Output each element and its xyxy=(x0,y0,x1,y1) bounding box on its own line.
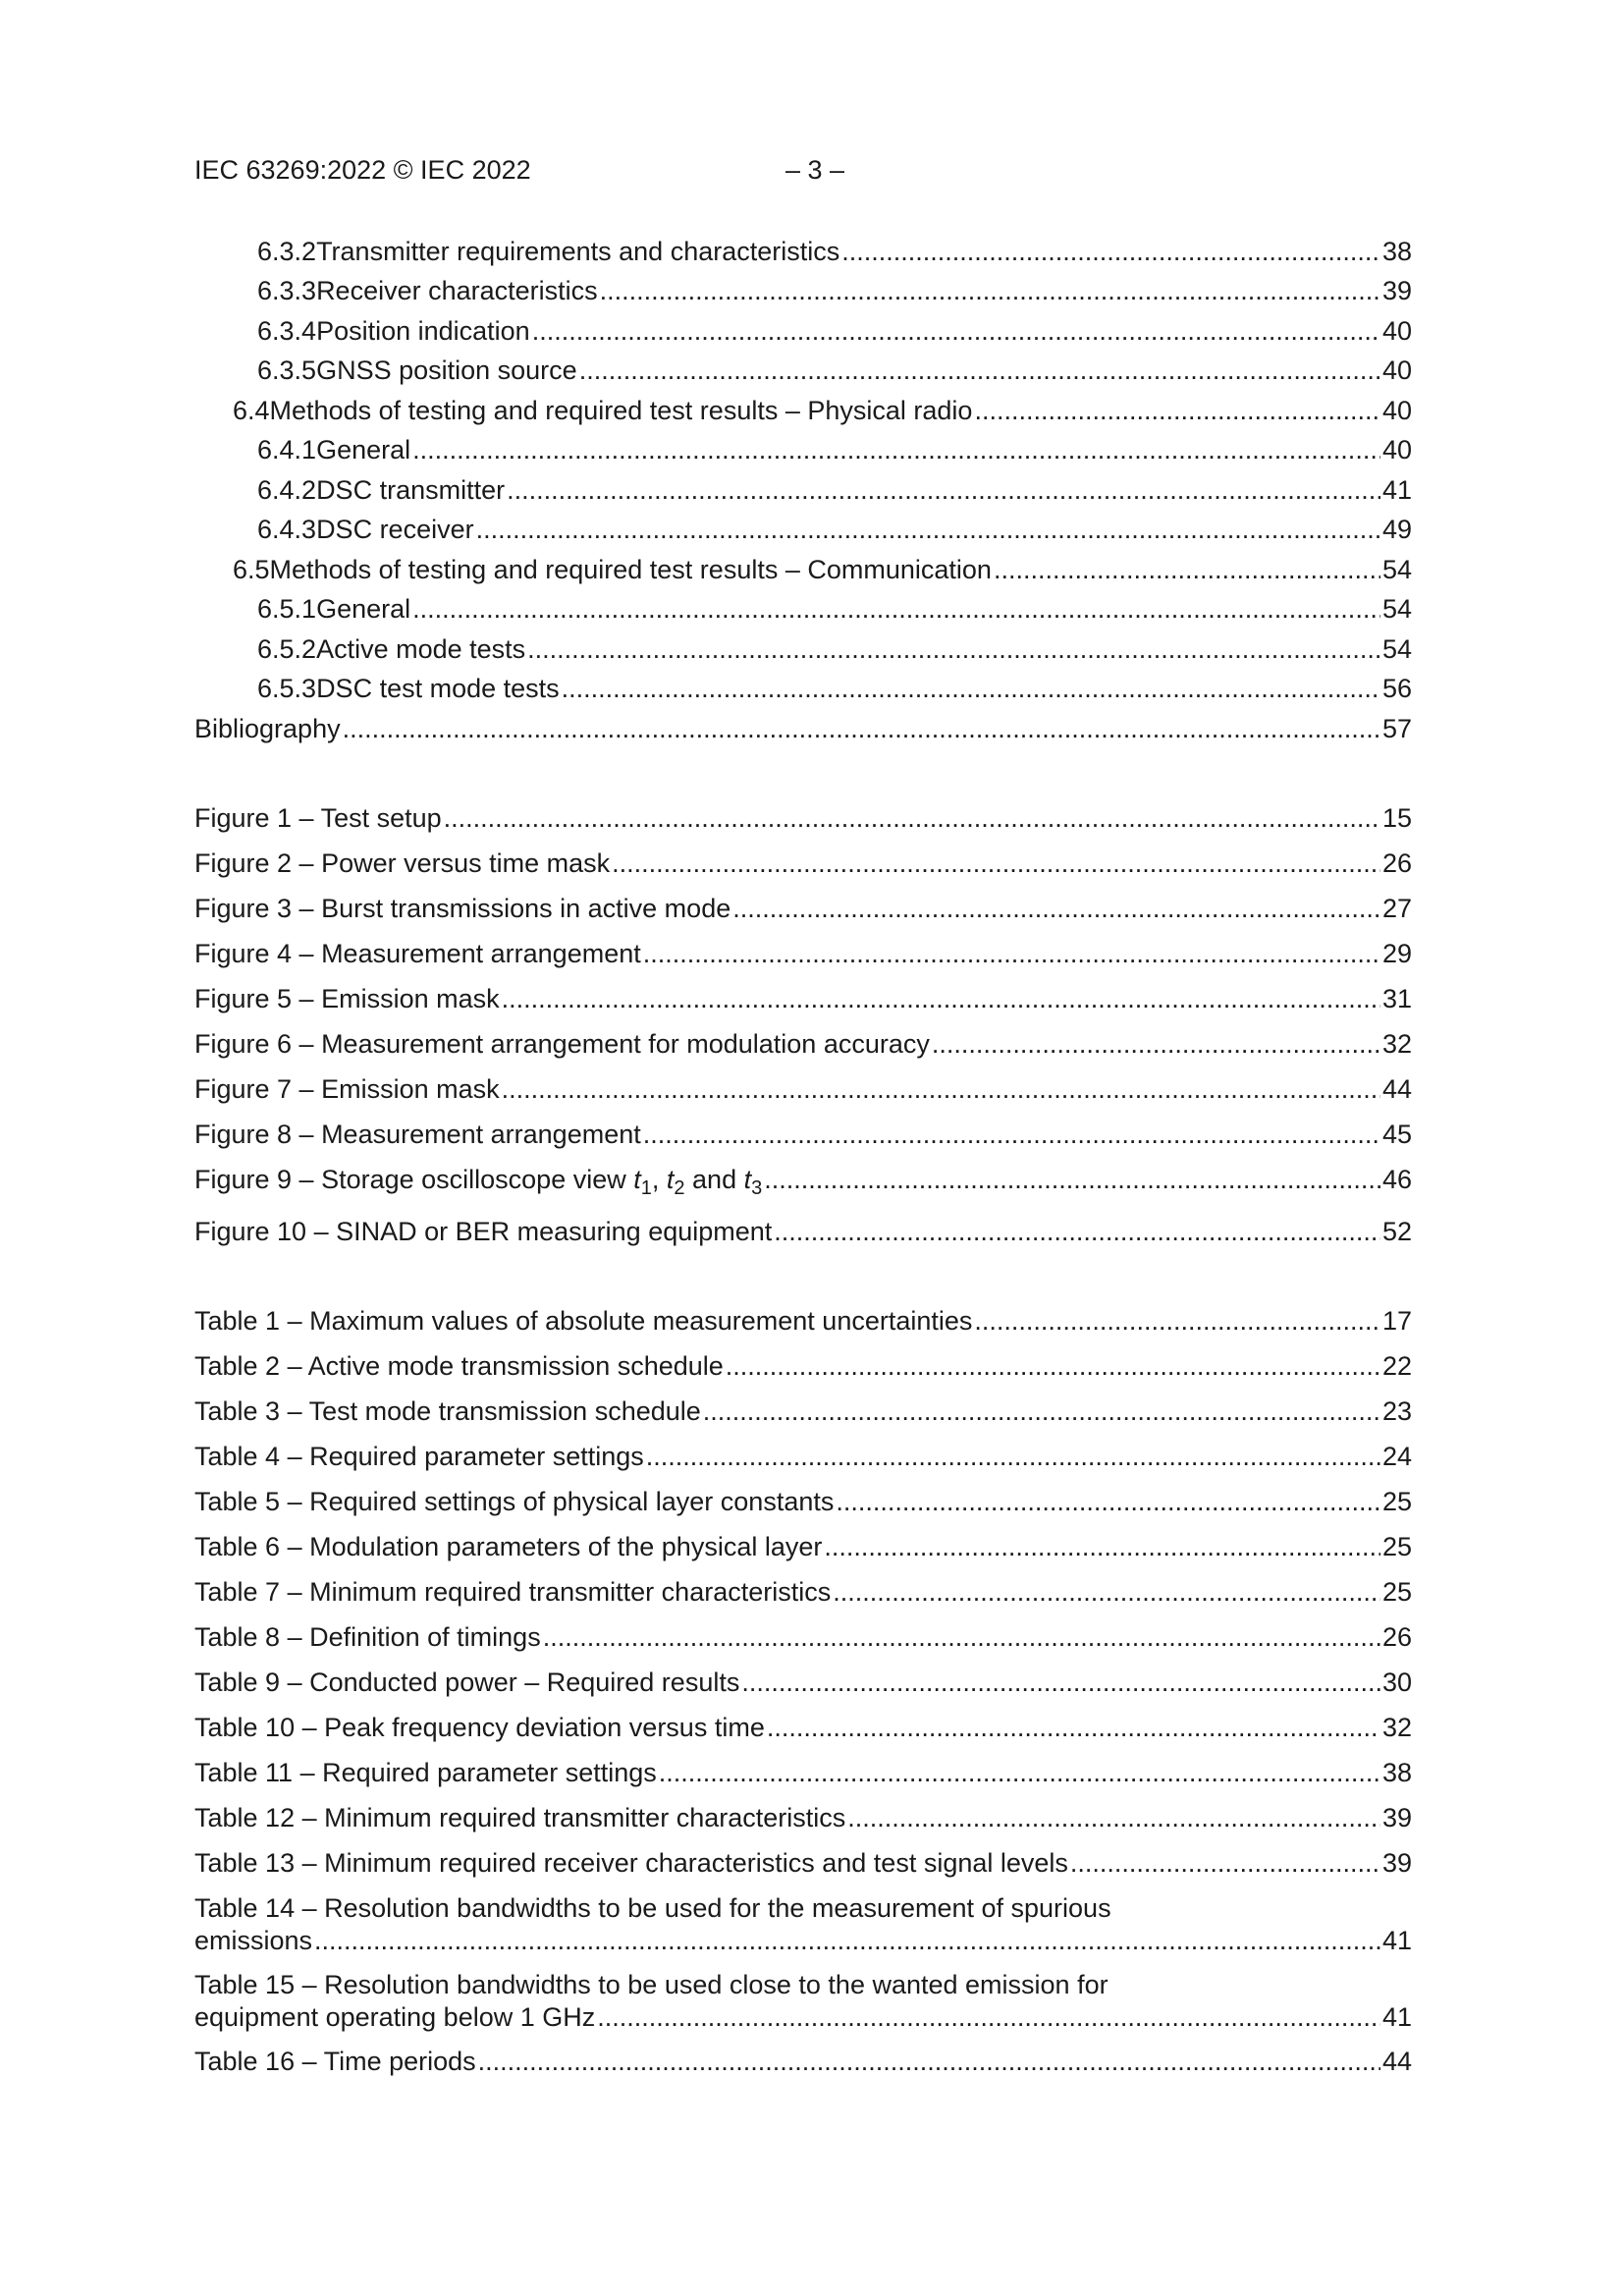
table-entry[interactable] xyxy=(194,1970,1412,2032)
dot-leader xyxy=(741,1669,1380,1696)
dot-leader xyxy=(847,1805,1380,1831)
subscript: 1 xyxy=(640,1177,652,1199)
toc-number: 6.5.2 xyxy=(257,634,317,664)
figure-entry[interactable] xyxy=(194,1167,1412,1198)
figure-entry[interactable] xyxy=(194,941,1412,967)
toc-page: 40 xyxy=(1381,316,1412,346)
figure-entry[interactable] xyxy=(194,850,1412,877)
document-id: IEC 63269:2022 © IEC 2022 xyxy=(194,155,531,185)
figure-title: Figure 3 – Burst transmissions in active mode xyxy=(194,894,731,923)
figure-page: 31 xyxy=(1381,984,1412,1013)
toc-page: 40 xyxy=(1381,396,1412,425)
figure-entry[interactable] xyxy=(194,1121,1412,1148)
dot-leader xyxy=(774,1219,1380,1245)
table-title-line2: emissions xyxy=(194,1926,313,1955)
toc-page: 41 xyxy=(1381,475,1412,505)
figure-title: Figure 6 – Measurement arrangement for modulation accuracy xyxy=(194,1029,930,1059)
table-title: Table 5 – Required settings of physical layer constants xyxy=(194,1487,835,1516)
table-page: 23 xyxy=(1381,1396,1412,1426)
toc-page: 56 xyxy=(1381,674,1412,703)
toc-title: Position indication xyxy=(316,316,530,346)
figure-entry[interactable] xyxy=(194,1031,1412,1058)
table-title: Table 8 – Definition of timings xyxy=(194,1622,541,1652)
conjunction: and xyxy=(684,1165,744,1194)
dot-leader xyxy=(703,1398,1380,1425)
figure-page: 45 xyxy=(1381,1120,1412,1149)
figure-entry[interactable] xyxy=(194,896,1412,922)
figure-title: Figure 1 – Test setup xyxy=(194,803,442,833)
toc-title: DSC receiver xyxy=(316,515,474,544)
table-page: 41 xyxy=(1381,2002,1412,2032)
figure-page: 26 xyxy=(1381,848,1412,878)
dot-leader xyxy=(643,941,1380,967)
dot-leader xyxy=(579,357,1380,384)
subscript: 3 xyxy=(751,1177,763,1199)
figure-title: Figure 10 – SINAD or BER measuring equipment xyxy=(194,1217,773,1246)
dot-leader xyxy=(527,636,1380,663)
figure-title xyxy=(194,1167,762,1198)
table-page: 24 xyxy=(1381,1442,1412,1471)
page-header xyxy=(194,157,1412,189)
figure-title: Figure 7 – Emission mask xyxy=(194,1074,500,1104)
dot-leader xyxy=(659,1760,1380,1786)
toc-entry[interactable] xyxy=(257,517,1412,543)
figure-title: Figure 8 – Measurement arrangement xyxy=(194,1120,641,1149)
table-entry[interactable] xyxy=(194,1760,1412,1786)
toc-entry[interactable] xyxy=(257,357,1412,384)
dot-leader xyxy=(974,1308,1380,1335)
dot-leader xyxy=(343,716,1380,742)
toc-entry[interactable] xyxy=(257,239,1412,265)
table-page: 26 xyxy=(1381,1622,1412,1652)
table-page: 38 xyxy=(1381,1758,1412,1787)
separator: , xyxy=(651,1165,667,1194)
figure-page: 46 xyxy=(1381,1165,1412,1194)
toc-entry[interactable] xyxy=(257,596,1412,623)
table-page: 25 xyxy=(1381,1577,1412,1607)
table-entry[interactable] xyxy=(194,1805,1412,1831)
toc-number: 6.5 xyxy=(233,555,270,584)
table-title: Table 12 – Minimum required transmitter characteristics xyxy=(194,1803,846,1832)
dot-leader xyxy=(502,986,1380,1012)
toc-title: Bibliography xyxy=(194,714,341,743)
toc-page: 38 xyxy=(1381,237,1412,266)
table-title: Table 1 – Maximum values of absolute measurement uncertainties xyxy=(194,1306,973,1336)
toc-entry[interactable] xyxy=(257,477,1412,504)
table-page: 32 xyxy=(1381,1713,1412,1742)
toc-title: General xyxy=(316,435,411,465)
toc-title: Receiver characteristics xyxy=(316,276,598,305)
toc-number: 6.4.3 xyxy=(257,515,317,544)
table-entry[interactable] xyxy=(194,1669,1412,1696)
table-title: Table 16 – Time periods xyxy=(194,2047,476,2076)
table-entry[interactable] xyxy=(194,1850,1412,1877)
figure-page: 44 xyxy=(1381,1074,1412,1104)
toc-page: 54 xyxy=(1381,594,1412,624)
toc-number: 6.4 xyxy=(233,396,270,425)
figure-entry[interactable] xyxy=(194,1219,1412,1245)
dot-leader xyxy=(836,1489,1380,1515)
table-title: Table 9 – Conducted power – Required results xyxy=(194,1667,740,1697)
table-title: Table 7 – Minimum required transmitter characteristics xyxy=(194,1577,832,1607)
figure-page: 27 xyxy=(1381,894,1412,923)
toc-title: Methods of testing and required test results – Physical radio xyxy=(269,396,973,425)
table-page: 25 xyxy=(1381,1532,1412,1561)
toc-page: 40 xyxy=(1381,355,1412,385)
table-title: Table 11 – Required parameter settings xyxy=(194,1758,657,1787)
page-number: – 3 – xyxy=(785,155,845,185)
toc-page: 57 xyxy=(1381,714,1412,743)
table-entry[interactable] xyxy=(194,1534,1412,1560)
dot-leader xyxy=(412,596,1380,623)
dot-leader xyxy=(502,1076,1380,1103)
toc-number: 6.3.5 xyxy=(257,355,317,385)
dot-leader xyxy=(726,1353,1380,1380)
dot-leader xyxy=(764,1167,1380,1193)
figure-page: 29 xyxy=(1381,939,1412,968)
table-page: 39 xyxy=(1381,1803,1412,1832)
toc-page: 39 xyxy=(1381,276,1412,305)
dot-leader xyxy=(732,896,1380,922)
dot-leader xyxy=(562,676,1380,702)
toc-number: 6.3.4 xyxy=(257,316,317,346)
table-entry[interactable] xyxy=(194,1353,1412,1380)
toc-entry[interactable] xyxy=(257,636,1412,663)
figure-title-text: Figure 9 – Storage oscilloscope view xyxy=(194,1165,634,1194)
table-title-line2: equipment operating below 1 GHz xyxy=(194,2002,596,2032)
figure-entry[interactable] xyxy=(194,1076,1412,1103)
table-title: Table 4 – Required parameter settings xyxy=(194,1442,644,1471)
toc-entry[interactable] xyxy=(233,398,1412,424)
dot-leader xyxy=(314,1928,1380,1954)
toc-number: 6.5.3 xyxy=(257,674,317,703)
table-title: Table 2 – Active mode transmission schedule xyxy=(194,1351,724,1381)
dot-leader xyxy=(543,1624,1380,1651)
table-entry[interactable] xyxy=(194,2049,1412,2075)
table-entry[interactable] xyxy=(194,1624,1412,1651)
figure-page: 52 xyxy=(1381,1217,1412,1246)
table-entry[interactable] xyxy=(194,1579,1412,1606)
table-entry[interactable] xyxy=(194,1893,1412,1955)
toc-entry[interactable] xyxy=(233,557,1412,583)
figure-title: Figure 5 – Emission mask xyxy=(194,984,500,1013)
toc-number: 6.4.2 xyxy=(257,475,317,505)
table-entry[interactable] xyxy=(194,1444,1412,1470)
dot-leader xyxy=(507,477,1380,504)
figure-title: Figure 2 – Power versus time mask xyxy=(194,848,611,878)
toc-title: Methods of testing and required test results – Communication xyxy=(269,555,992,584)
dot-leader xyxy=(412,437,1380,464)
table-page: 22 xyxy=(1381,1351,1412,1381)
toc-number: 6.4.1 xyxy=(257,435,317,465)
table-page: 39 xyxy=(1381,1848,1412,1878)
toc-title: DSC test mode tests xyxy=(316,674,560,703)
dot-leader xyxy=(824,1534,1380,1560)
table-title-line1: Table 15 – Resolution bandwidths to be used close to the wanted emission for xyxy=(194,1970,1109,1999)
table-entry[interactable] xyxy=(194,1489,1412,1515)
figure-title: Figure 4 – Measurement arrangement xyxy=(194,939,641,968)
toc-title: General xyxy=(316,594,411,624)
t-symbol: t xyxy=(666,1165,675,1194)
figure-page: 32 xyxy=(1381,1029,1412,1059)
t-symbol: t xyxy=(633,1165,641,1194)
dot-leader xyxy=(767,1715,1380,1741)
toc-title: Transmitter requirements and characteristics xyxy=(316,237,840,266)
dot-leader xyxy=(478,2049,1380,2075)
toc-entry[interactable] xyxy=(257,437,1412,464)
toc-entry[interactable] xyxy=(257,278,1412,304)
dot-leader xyxy=(444,805,1380,832)
table-page: 41 xyxy=(1381,1926,1412,1955)
dot-leader xyxy=(932,1031,1380,1058)
figure-page: 15 xyxy=(1381,803,1412,833)
toc-entry[interactable] xyxy=(257,676,1412,702)
table-entry-line2 xyxy=(194,1928,1412,1954)
dot-leader xyxy=(841,239,1380,265)
subscript: 2 xyxy=(674,1177,685,1199)
dot-leader xyxy=(833,1579,1380,1606)
dot-leader xyxy=(974,398,1380,424)
table-entry[interactable] xyxy=(194,1308,1412,1335)
dot-leader xyxy=(597,2004,1380,2031)
dot-leader xyxy=(612,850,1380,877)
toc-title: DSC transmitter xyxy=(316,475,506,505)
dot-leader xyxy=(646,1444,1380,1470)
toc-number: 6.3.2 xyxy=(257,237,317,266)
table-page: 30 xyxy=(1381,1667,1412,1697)
table-entry[interactable] xyxy=(194,1715,1412,1741)
toc-page: 54 xyxy=(1381,555,1412,584)
table-page: 25 xyxy=(1381,1487,1412,1516)
dot-leader xyxy=(1070,1850,1380,1877)
table-entry-line2 xyxy=(194,2004,1412,2031)
dot-leader xyxy=(600,278,1380,304)
toc-title: Active mode tests xyxy=(316,634,526,664)
toc-number: 6.5.1 xyxy=(257,594,317,624)
table-page: 44 xyxy=(1381,2047,1412,2076)
dot-leader xyxy=(532,318,1380,345)
table-title: Table 13 – Minimum required receiver characteristics and test signal levels xyxy=(194,1848,1068,1878)
toc-title: GNSS position source xyxy=(316,355,577,385)
dot-leader xyxy=(643,1121,1380,1148)
table-title: Table 3 – Test mode transmission schedule xyxy=(194,1396,701,1426)
table-title: Table 6 – Modulation parameters of the physical layer xyxy=(194,1532,823,1561)
table-page: 17 xyxy=(1381,1306,1412,1336)
table-title: Table 10 – Peak frequency deviation versus time xyxy=(194,1713,765,1742)
table-title-line1: Table 14 – Resolution bandwidths to be used for the measurement of spurious xyxy=(194,1893,1111,1923)
toc-entry-bibliography[interactable] xyxy=(194,716,1412,742)
dot-leader xyxy=(994,557,1380,583)
figure-entry[interactable] xyxy=(194,986,1412,1012)
table-entry[interactable] xyxy=(194,1398,1412,1425)
toc-number: 6.3.3 xyxy=(257,276,317,305)
toc-page: 40 xyxy=(1381,435,1412,465)
figure-entry[interactable] xyxy=(194,805,1412,832)
t-symbol: t xyxy=(743,1165,752,1194)
toc-entry[interactable] xyxy=(257,318,1412,345)
dot-leader xyxy=(476,517,1380,543)
toc-page: 54 xyxy=(1381,634,1412,664)
toc-page: 49 xyxy=(1381,515,1412,544)
